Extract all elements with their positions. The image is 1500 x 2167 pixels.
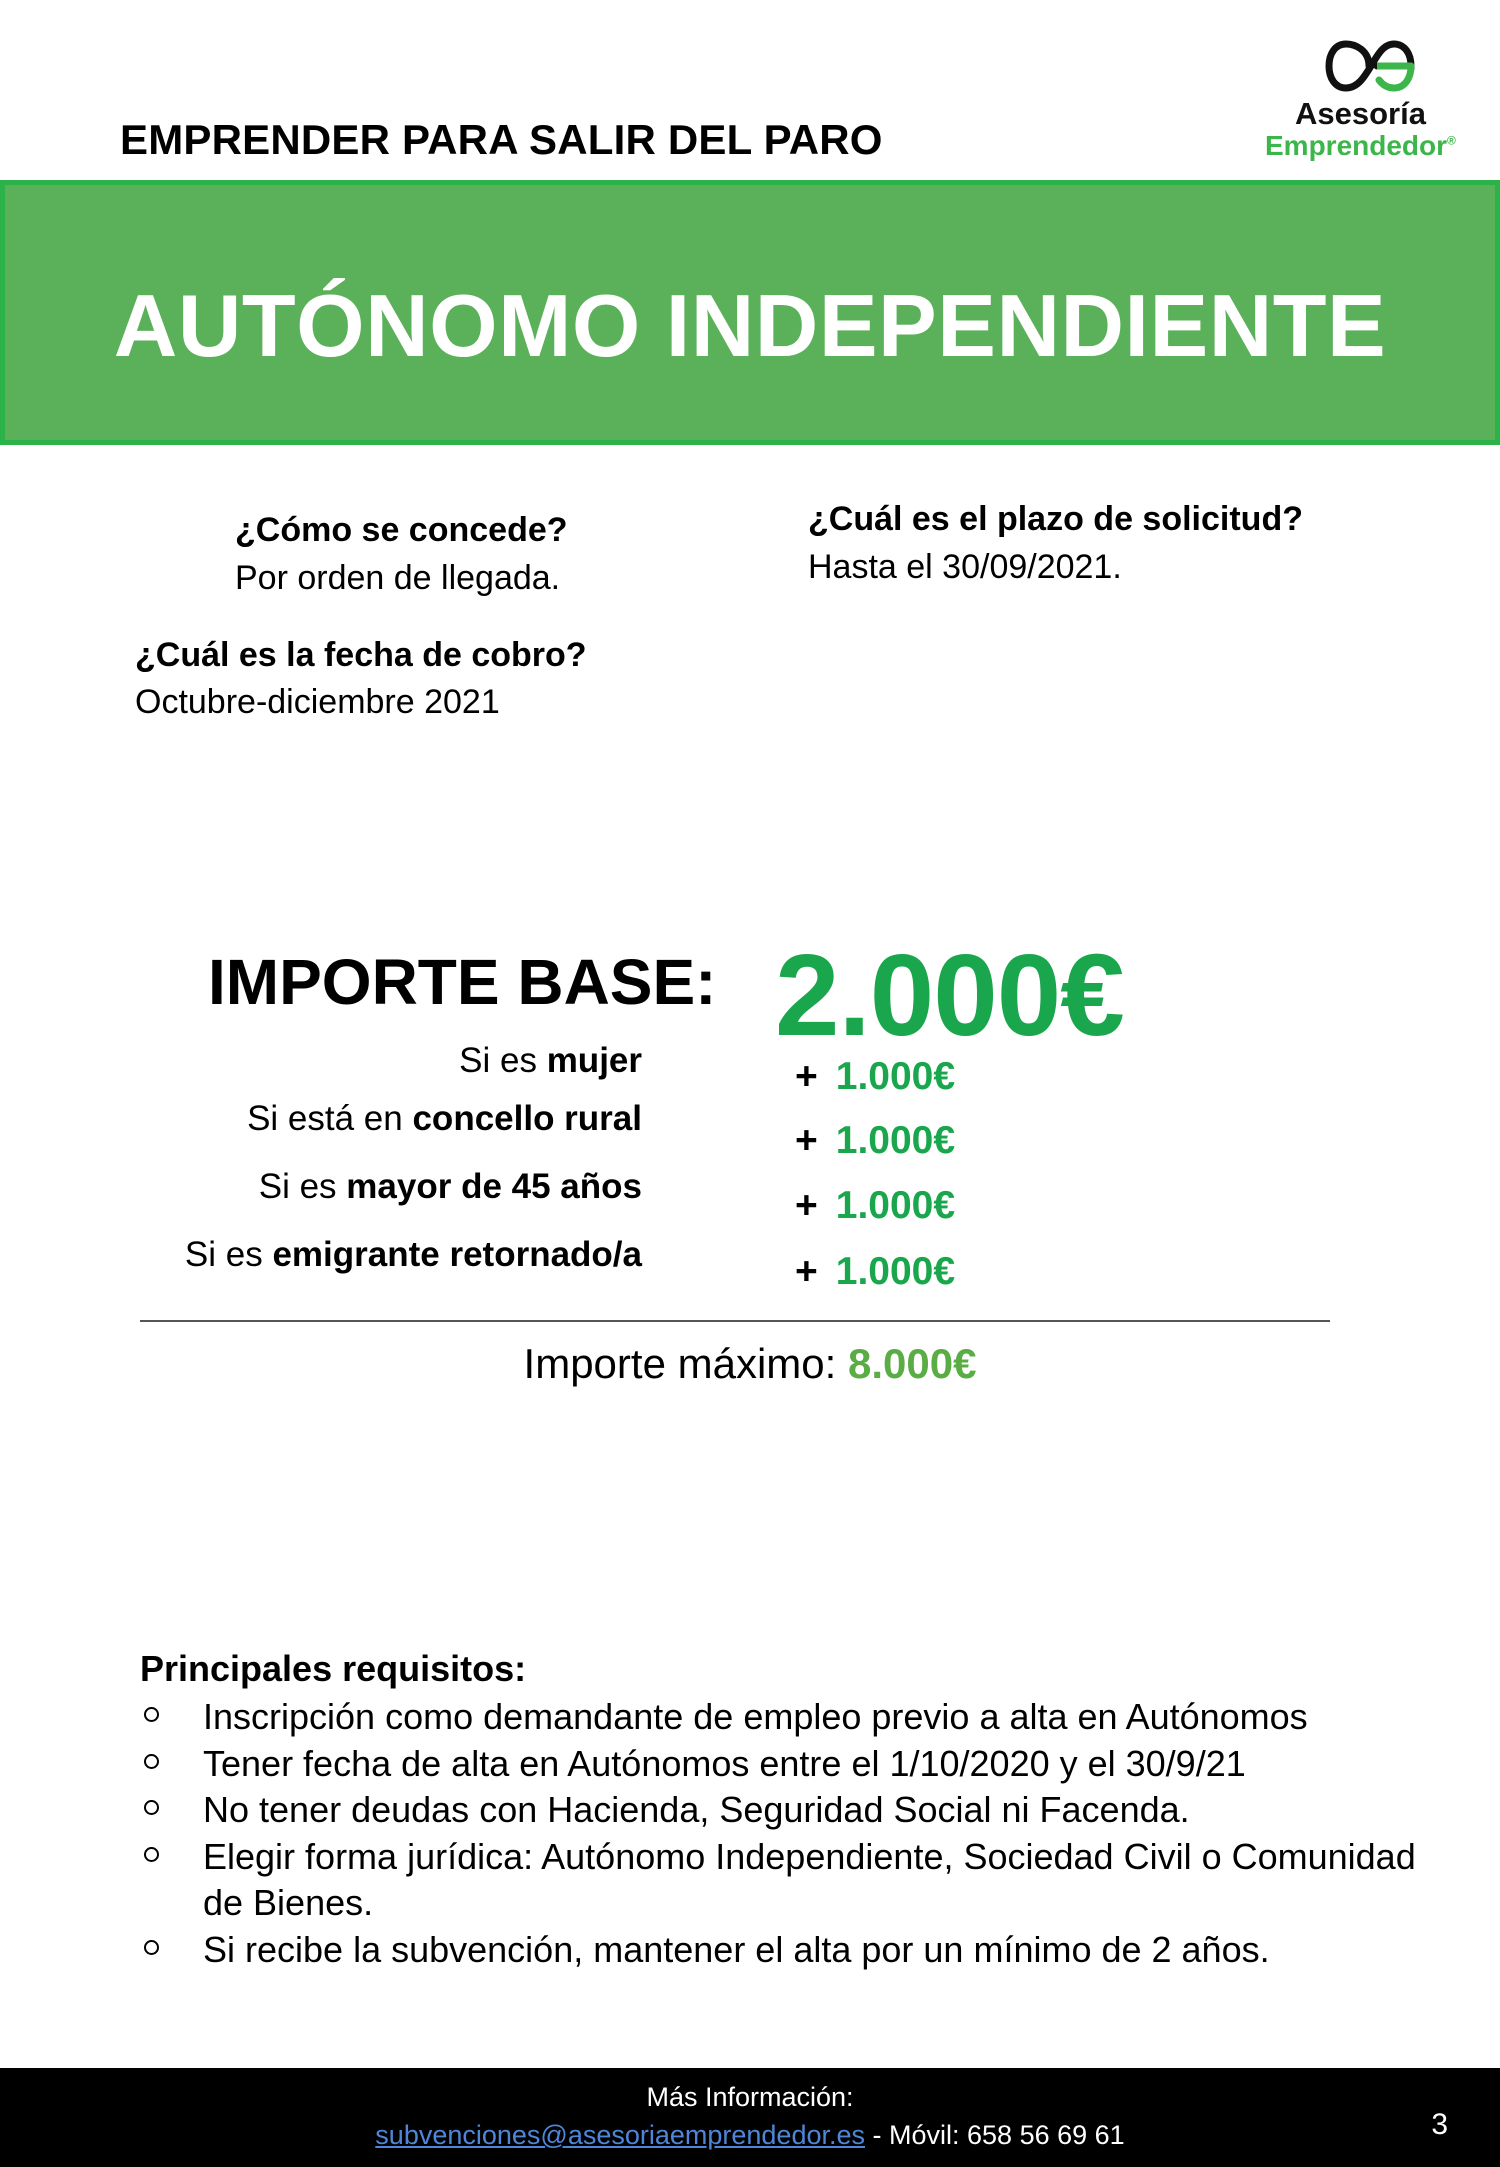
bonus-amount: + 1.000€ [795,1184,956,1227]
importe-maximo: Importe máximo: 8.000€ [523,1340,977,1387]
faq-answer-plazo: Hasta el 30/09/2021. [808,548,1122,586]
page-number: 3 [1431,2108,1448,2141]
faq-question-cobro: ¿Cuál es la fecha de cobro? [135,636,587,674]
condition-mayor-45: Si es mayor de 45 años [258,1167,642,1206]
footer-info-label: Más Información: [646,2082,854,2112]
condition-mujer: Si es mujer [459,1041,642,1080]
importe-base-value: 2.000€ [775,930,1124,1060]
brand-logo [1255,38,1470,161]
circle-bullet-icon [144,1847,159,1862]
page-footer [0,2068,1500,2167]
list-item: Elegir forma jurídica: Autónomo Independiente, Sociedad Civil o Comunidad de Bienes. [140,1834,1440,1927]
importe-divider [140,1320,1330,1322]
list-item: No tener deudas con Hacienda, Seguridad Social ni Facenda. [140,1787,1440,1834]
page-header-title: EMPRENDER PARA SALIR DEL PARO [120,116,883,163]
bonus-amount: + 1.000€ [795,1250,956,1293]
banner-title: AUTÓNOMO INDEPENDIENTE [113,276,1387,375]
faq-question-concesion: ¿Cómo se concede? [235,511,568,549]
ae-logo-icon [1325,38,1415,94]
registered-mark: ® [1447,133,1456,148]
title-banner [0,180,1500,445]
list-item: Inscripción como demandante de empleo previo a alta en Autónomos [140,1694,1440,1741]
requisitos-title: Principales requisitos: [140,1648,527,1689]
footer-email-link[interactable]: subvenciones@asesoriaemprendedor.es [375,2120,866,2150]
faq-answer-concesion: Por orden de llegada. [235,559,561,597]
logo-text-asesoria: Asesoría [1295,96,1426,131]
bonus-amount: + 1.000€ [795,1119,956,1162]
faq-question-plazo: ¿Cuál es el plazo de solicitud? [808,500,1303,538]
circle-bullet-icon [144,1940,159,1955]
logo-text-emprendedor: Emprendedor® [1265,130,1456,161]
footer-contact: subvenciones@asesoriaemprendedor.es - Móvil: 658 56 69 61 [375,2120,1125,2150]
circle-bullet-icon [144,1754,159,1769]
importe-base-label: IMPORTE BASE: [208,946,717,1018]
list-item: Si recibe la subvención, mantener el alta por un mínimo de 2 años. [140,1927,1440,1974]
faq-answer-cobro: Octubre-diciembre 2021 [135,683,500,721]
requisitos-list [140,1694,1440,1973]
footer-phone: Móvil: 658 56 69 61 [889,2120,1125,2150]
bonus-amount: + 1.000€ [795,1055,956,1098]
circle-bullet-icon [144,1800,159,1815]
condition-emigrante-retornado: Si es emigrante retornado/a [184,1235,642,1274]
condition-concello-rural: Si está en concello rural [247,1099,642,1138]
circle-bullet-icon [144,1707,159,1722]
list-item: Tener fecha de alta en Autónomos entre el 1/10/2020 y el 30/9/21 [140,1741,1440,1788]
